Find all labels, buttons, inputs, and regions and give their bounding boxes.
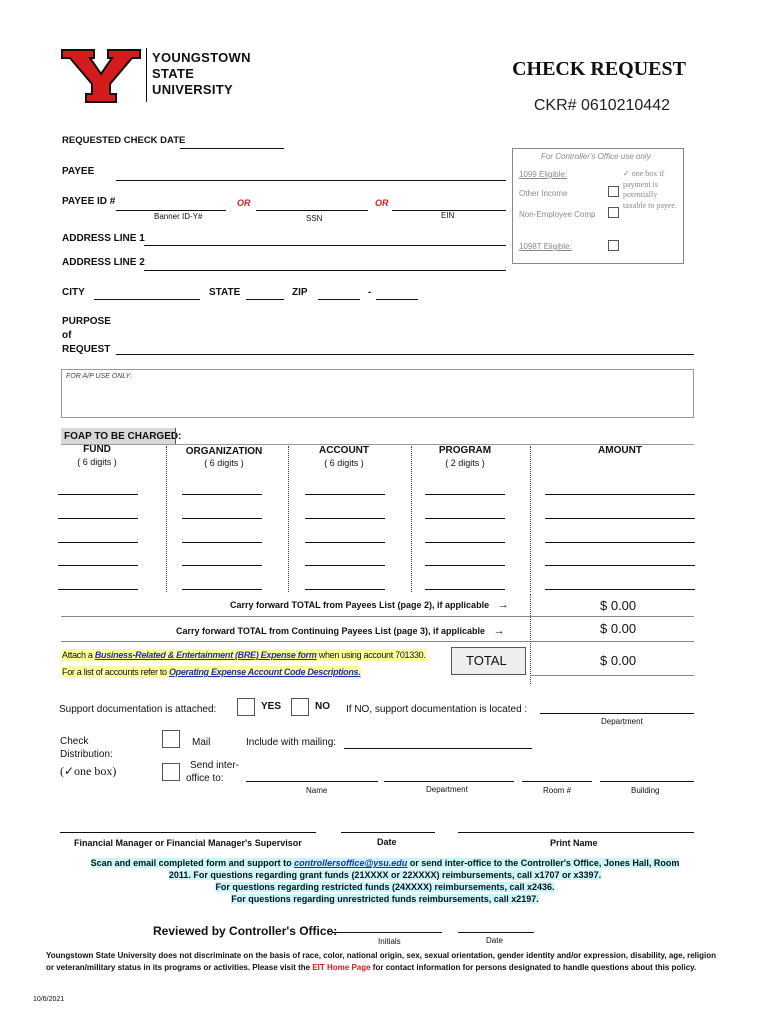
carry-forward-payees-label — [230, 599, 509, 611]
operating-expense-link[interactable]: Operating Expense Account Code Descriptions. — [168, 667, 361, 677]
city-field[interactable] — [94, 299, 200, 300]
ssn-caption: SSN — [306, 214, 323, 223]
fund-field[interactable] — [58, 494, 138, 495]
bre-note — [61, 649, 427, 661]
state-field[interactable] — [246, 299, 284, 300]
fund-column-header — [72, 444, 122, 467]
ap-use-only-label: FOR A/P USE ONLY: — [66, 373, 132, 380]
arrow-right-icon: → — [493, 625, 505, 637]
print-name-field[interactable] — [458, 832, 694, 833]
address-line-2-label: ADDRESS LINE 2 — [62, 257, 145, 268]
account-list-note — [61, 666, 361, 678]
amount-field[interactable] — [545, 542, 695, 543]
program-field[interactable] — [425, 518, 505, 519]
purpose-field[interactable] — [116, 354, 694, 355]
account-digits: ( 6 digits ) — [324, 458, 364, 468]
eligible-1099-label: 1099 Eligible: — [519, 170, 568, 179]
fund-digits: ( 6 digits ) — [77, 457, 117, 467]
ckr-label: CKR# — [533, 97, 577, 114]
other-income-checkbox[interactable] — [608, 186, 619, 197]
non-employee-comp-label: Non-Employee Comp — [519, 210, 596, 219]
room-caption: Room # — [543, 786, 572, 795]
logo-line-1: YOUNGSTOWN — [152, 50, 251, 65]
address-line-2-field[interactable] — [144, 270, 506, 271]
check-label: Check — [60, 736, 89, 747]
purpose-label-line-1: PURPOSE — [62, 316, 111, 327]
department-caption: Department — [426, 785, 468, 794]
state-label: STATE — [209, 287, 241, 298]
support-documentation-label: Support documentation is attached: — [59, 704, 217, 715]
fund-header: FUND — [83, 444, 111, 455]
scan-line-1-suffix: or send inter-office to the Controller's Office, Jones Hall, Room — [407, 858, 680, 868]
fund-field[interactable] — [58, 518, 138, 519]
send-interoffice-label — [186, 759, 239, 785]
column-separator — [288, 446, 289, 592]
initials-caption: Initials — [378, 937, 401, 946]
column-separator — [411, 446, 412, 592]
fund-field[interactable] — [58, 565, 138, 566]
organization-field[interactable] — [182, 565, 262, 566]
eit-home-page-link[interactable]: EIT Home Page — [312, 963, 371, 972]
purpose-label-line-2: of — [62, 330, 72, 341]
nondiscrimination-suffix: for contact information for persons designated to handle questions about this policy. — [370, 963, 697, 972]
carry-forward-payees-amount: $ 0.00 — [600, 598, 637, 613]
support-no-checkbox[interactable] — [291, 698, 309, 716]
column-separator — [166, 446, 167, 592]
support-no-label: NO — [315, 701, 330, 712]
logo-line-3: UNIVERSITY — [152, 82, 234, 97]
signature-date-label: Date — [377, 837, 397, 847]
organization-header: ORGANIZATION — [185, 446, 263, 457]
support-yes-label: YES — [261, 701, 282, 712]
account-column-header — [304, 445, 384, 468]
controller-office-box — [512, 148, 684, 264]
nondiscrimination-statement — [46, 950, 716, 974]
city-label: CITY — [62, 287, 85, 298]
reviewed-by-label: Reviewed by Controller's Office: — [153, 924, 338, 938]
nondiscrimination-text: Youngstown State University does not discriminate on the basis of race, color, national origin, sex, sexual orientation, gender identity and/or expression, disability, age, religion or veteran/military status in its programs or activities. Please visit the — [46, 951, 716, 972]
zip-dash: - — [368, 287, 372, 298]
total-label: TOTAL — [466, 653, 507, 668]
carry-forward-continuing-text: Carry forward TOTAL from Continuing Payees List (page 3), if applicable — [176, 626, 486, 636]
amount-field[interactable] — [545, 589, 695, 590]
ckr-value: 0610210442 — [581, 97, 670, 114]
include-with-mailing-field[interactable] — [344, 748, 532, 749]
amount-field[interactable] — [545, 518, 695, 519]
one-box-note: ✓ one box if payment is potentially taxable to payee. — [623, 169, 677, 210]
eligible-1098t-label: 1098T Eligible: — [519, 242, 572, 251]
organization-field[interactable] — [182, 542, 262, 543]
ysu-y-logo-icon — [60, 48, 142, 104]
form-date: 10/6/2021 — [33, 996, 65, 1003]
address-line-1-label: ADDRESS LINE 1 — [62, 233, 145, 244]
carry-forward-divider — [61, 641, 694, 642]
ssn-field[interactable] — [256, 210, 368, 211]
send-interoffice-line-1: Send inter- — [190, 760, 239, 771]
amount-field[interactable] — [545, 565, 695, 566]
account-field[interactable] — [305, 565, 385, 566]
print-name-label: Print Name — [550, 838, 598, 848]
account-field[interactable] — [305, 494, 385, 495]
organization-field[interactable] — [182, 494, 262, 495]
amount-column-divider — [530, 594, 531, 684]
amount-column-header: AMOUNT — [598, 445, 642, 456]
review-date-caption: Date — [486, 936, 503, 945]
payee-label: PAYEE — [62, 166, 95, 177]
interoffice-name-field[interactable] — [246, 781, 378, 782]
program-digits: ( 2 digits ) — [445, 458, 485, 468]
ein-caption: EIN — [441, 211, 455, 220]
interoffice-room-field[interactable] — [522, 781, 592, 782]
signature-date-field[interactable] — [341, 832, 435, 833]
scan-line-1 — [40, 857, 730, 869]
fund-field[interactable] — [58, 542, 138, 543]
address-line-1-field[interactable] — [144, 245, 506, 246]
carry-forward-continuing-label — [176, 625, 505, 637]
program-header: PROGRAM — [438, 445, 492, 456]
program-field[interactable] — [425, 494, 505, 495]
scan-line-1-prefix: Scan and email completed form and support to — [90, 858, 295, 868]
account-header: ACCOUNT — [319, 445, 369, 456]
interoffice-checkbox[interactable] — [162, 763, 180, 781]
carry-forward-continuing-amount: $ 0.00 — [600, 621, 637, 636]
mail-label: Mail — [192, 737, 211, 748]
program-field[interactable] — [425, 565, 505, 566]
support-department-caption: Department — [601, 717, 643, 726]
page-title: CHECK REQUEST — [512, 58, 686, 80]
organization-digits: ( 6 digits ) — [204, 458, 244, 468]
account-field[interactable] — [305, 518, 385, 519]
account-field[interactable] — [305, 542, 385, 543]
organization-field[interactable] — [182, 518, 262, 519]
scan-line-4: For questions regarding unrestricted funds reimbursements, call x2197. — [231, 894, 539, 904]
organization-column-header — [184, 446, 264, 468]
distribution-label: Distribution: — [60, 749, 113, 760]
or-label-1: OR — [237, 198, 251, 208]
one-box-label: (✓one box) — [60, 764, 117, 778]
scan-line-3: For questions regarding restricted funds (24XXXX) reimbursements, call x2436. — [215, 882, 555, 892]
review-date-field[interactable] — [458, 932, 534, 933]
program-field[interactable] — [425, 589, 505, 590]
controller-box-title: For Controller's Office use only — [541, 152, 651, 161]
controller-email-link[interactable]: controllersoffice@ysu.edu — [294, 858, 408, 868]
payee-field[interactable] — [116, 180, 506, 181]
fund-column-divider — [175, 428, 176, 444]
bre-note-prefix: Attach a — [62, 650, 95, 660]
support-location-field[interactable] — [540, 713, 694, 714]
ckr-number — [534, 97, 670, 115]
account-field[interactable] — [305, 589, 385, 590]
bre-note-suffix: when using account 701330. — [316, 650, 426, 660]
eligible-1098t-checkbox[interactable] — [608, 240, 619, 251]
carry-forward-payees-text: Carry forward TOTAL from Payees List (page 2), if applicable — [230, 600, 490, 610]
interoffice-department-field[interactable] — [384, 781, 514, 782]
zip-ext-field[interactable] — [376, 299, 418, 300]
scan-instructions — [40, 857, 730, 905]
column-separator — [530, 446, 531, 592]
banner-id-field[interactable] — [116, 210, 226, 211]
purpose-label-line-3: REQUEST — [62, 344, 111, 355]
review-initials-field[interactable] — [332, 932, 442, 933]
fund-field[interactable] — [58, 589, 138, 590]
logo-line-2: STATE — [152, 66, 195, 81]
program-field[interactable] — [425, 542, 505, 543]
ysu-logo — [60, 48, 260, 104]
manager-signature-field[interactable] — [60, 832, 316, 833]
ap-use-only-box[interactable] — [61, 369, 694, 418]
manager-signature-label: Financial Manager or Financial Manager's Supervisor — [74, 838, 302, 848]
check-distribution-label — [60, 735, 116, 778]
arrow-right-icon: → — [497, 599, 509, 611]
program-column-header — [425, 445, 505, 468]
banner-id-caption: Banner ID-Y# — [154, 212, 203, 221]
or-label-2: OR — [375, 198, 389, 208]
total-divider — [530, 675, 694, 676]
include-with-mailing-label: Include with mailing: — [246, 737, 337, 748]
mail-checkbox[interactable] — [162, 730, 180, 748]
account-list-prefix: For a list of accounts refer to — [62, 667, 169, 677]
support-location-label: If NO, support documentation is located : — [346, 704, 528, 715]
foap-heading-label: FOAP TO BE CHARGED: — [64, 431, 182, 442]
send-interoffice-line-2: office to: — [186, 773, 224, 784]
organization-field[interactable] — [182, 589, 262, 590]
building-caption: Building — [631, 786, 660, 795]
requested-check-date-field[interactable] — [180, 148, 284, 149]
non-employee-comp-checkbox[interactable] — [608, 207, 619, 218]
amount-field[interactable] — [545, 494, 695, 495]
scan-line-2: 2011. For questions regarding grant funds (21XXXX or 22XXXX) reimbursements, call x1707 or x3397. — [168, 870, 602, 880]
zip-label: ZIP — [292, 287, 308, 298]
requested-check-date-label: REQUESTED CHECK DATE — [62, 135, 186, 146]
zip-field[interactable] — [318, 299, 360, 300]
bre-form-link[interactable]: Business-Related & Entertainment (BRE) Expense form — [94, 650, 317, 660]
other-income-label: Other Income — [519, 189, 568, 198]
interoffice-building-field[interactable] — [600, 781, 694, 782]
carry-forward-divider — [61, 616, 694, 617]
total-amount: $ 0.00 — [600, 653, 637, 668]
purpose-label — [62, 315, 111, 357]
support-yes-checkbox[interactable] — [237, 698, 255, 716]
name-caption: Name — [306, 786, 328, 795]
payee-id-label: PAYEE ID # — [62, 196, 116, 207]
